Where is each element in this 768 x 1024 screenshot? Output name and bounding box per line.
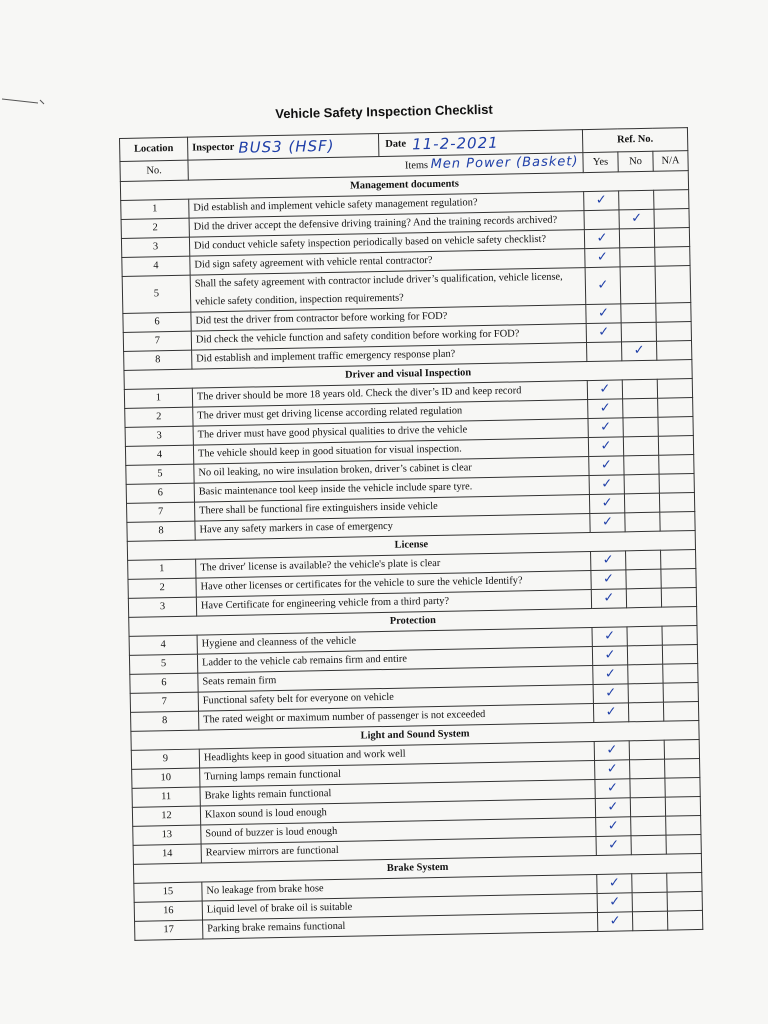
na-checkbox[interactable]	[658, 398, 693, 418]
yes-checkbox[interactable]: ✓	[588, 437, 623, 457]
section-title: License	[127, 531, 695, 561]
item-question: Seats remain firm	[198, 666, 593, 693]
yes-checkbox[interactable]: ✓	[591, 589, 626, 609]
na-checkbox[interactable]	[655, 266, 691, 304]
na-checkbox[interactable]	[654, 209, 689, 229]
yes-checkbox[interactable]	[587, 342, 622, 362]
checklist-sheet	[119, 127, 703, 941]
na-checkbox[interactable]	[665, 758, 700, 778]
yes-checkbox[interactable]: ✓	[591, 570, 626, 590]
inspector-value[interactable]: BUS3 (HSF)	[238, 136, 335, 157]
item-number: 8	[127, 521, 195, 541]
yes-checkbox[interactable]: ✓	[588, 418, 623, 438]
no-checkbox[interactable]	[632, 892, 667, 912]
item-number: 7	[130, 692, 198, 712]
no-checkbox[interactable]	[625, 512, 660, 532]
item-number: 11	[132, 787, 200, 807]
no-checkbox[interactable]	[628, 702, 663, 722]
na-checkbox[interactable]	[662, 644, 697, 664]
item-question: Did establish and implement traffic emergency response plan?	[192, 343, 587, 370]
yes-checkbox[interactable]: ✓	[584, 191, 619, 211]
item-number: 14	[133, 844, 201, 864]
na-checkbox[interactable]	[656, 303, 691, 323]
item-number: 3	[121, 237, 189, 257]
no-checkbox[interactable]	[624, 493, 659, 513]
item-question: Sound of buzzer is loud enough	[201, 817, 596, 844]
na-checkbox[interactable]	[658, 417, 693, 437]
location-label: Location	[120, 137, 188, 161]
item-question: Have any safety markers in case of emergency	[195, 514, 590, 541]
na-checkbox[interactable]	[662, 625, 697, 645]
item-number: 2	[125, 407, 193, 427]
item-question: Did conduct vehicle safety inspection periodically based on vehicle safety checklist?	[189, 230, 584, 257]
no-checkbox[interactable]	[629, 740, 664, 760]
na-column-label: N/A	[653, 151, 688, 172]
item-question: Liquid level of brake oil is suitable	[202, 893, 597, 920]
yes-checkbox[interactable]: ✓	[597, 874, 632, 894]
yes-checkbox[interactable]: ✓	[596, 817, 631, 837]
item-question: The rated weight or maximum number of passenger is not exceeded	[199, 703, 594, 730]
yes-checkbox[interactable]: ✓	[586, 323, 621, 343]
items-label: Items	[404, 160, 429, 172]
item-number: 9	[131, 749, 199, 769]
item-question: No leakage from brake hose	[202, 874, 597, 901]
item-question: The driver' license is available? the vehicle's plate is clear	[196, 552, 591, 579]
item-number: 7	[123, 331, 191, 351]
yes-checkbox[interactable]: ✓	[590, 513, 625, 533]
no-checkbox[interactable]	[620, 247, 655, 267]
yes-checkbox[interactable]: ✓	[591, 551, 626, 571]
item-number: 1	[124, 388, 192, 408]
yes-checkbox[interactable]: ✓	[592, 627, 627, 647]
yes-checkbox[interactable]: ✓	[597, 893, 632, 913]
no-checkbox[interactable]: ✓	[619, 209, 654, 229]
item-question: Functional safety belt for everyone on vehicle	[198, 684, 593, 711]
yes-checkbox[interactable]	[584, 210, 619, 230]
no-checkbox[interactable]	[621, 303, 656, 323]
item-number: 5	[122, 275, 191, 313]
no-checkbox[interactable]	[620, 266, 656, 304]
na-checkbox[interactable]	[667, 910, 702, 930]
item-question: The vehicle should keep in good situation for visual inspection.	[193, 438, 588, 465]
yes-checkbox[interactable]: ✓	[595, 779, 630, 799]
yes-checkbox[interactable]: ✓	[593, 703, 628, 723]
item-question: The driver must get driving license according related regulation	[193, 400, 588, 427]
na-checkbox[interactable]	[654, 190, 689, 210]
checklist-table	[119, 127, 703, 941]
no-checkbox[interactable]	[627, 645, 662, 665]
section-title: Protection	[129, 606, 697, 636]
no-checkbox[interactable]	[623, 417, 658, 437]
na-checkbox[interactable]	[666, 834, 701, 854]
no-checkbox[interactable]	[623, 436, 658, 456]
yes-checkbox[interactable]: ✓	[588, 399, 623, 419]
no-checkbox[interactable]	[628, 664, 663, 684]
item-question: Have other licenses or certificates for the vehicle to sure the vehicle Identify?	[196, 571, 591, 598]
yes-column-label: Yes	[583, 152, 618, 173]
no-checkbox[interactable]	[624, 474, 659, 494]
item-number: 3	[125, 426, 193, 446]
item-number: 15	[134, 882, 202, 902]
inspector-label: Inspector	[192, 141, 235, 154]
item-question: Did check the vehicle function and safety condition before working for FOD?	[191, 324, 586, 351]
item-question: Parking brake remains functional	[203, 912, 598, 939]
na-checkbox[interactable]	[666, 815, 701, 835]
na-checkbox[interactable]	[659, 474, 694, 494]
item-number: 2	[128, 578, 196, 598]
item-number: 12	[132, 806, 200, 826]
section-title: Brake System	[133, 853, 701, 883]
date-value[interactable]: 11-2-2021	[411, 133, 499, 154]
item-question: Brake lights remain functional	[200, 779, 595, 806]
na-checkbox[interactable]	[656, 322, 691, 342]
no-checkbox[interactable]	[630, 759, 665, 779]
no-checkbox[interactable]	[632, 873, 667, 893]
item-question: Did the driver accept the defensive driving training? And the training records archived?	[189, 211, 584, 238]
yes-checkbox[interactable]: ✓	[584, 229, 619, 249]
no-checkbox[interactable]	[624, 455, 659, 475]
na-checkbox[interactable]	[664, 739, 699, 759]
item-number: 6	[126, 483, 194, 503]
item-number: 8	[131, 711, 199, 731]
item-question: The driver must have good physical qualities to drive the vehicle	[193, 419, 588, 446]
item-question: Hygiene and cleanness of the vehicle	[197, 628, 592, 655]
na-checkbox[interactable]	[659, 493, 694, 513]
item-number: 4	[122, 256, 190, 276]
item-number: 6	[130, 673, 198, 693]
na-checkbox[interactable]	[657, 379, 692, 399]
yes-checkbox[interactable]: ✓	[589, 475, 624, 495]
item-number: 6	[123, 312, 191, 332]
no-checkbox[interactable]	[623, 398, 658, 418]
item-number: 8	[124, 350, 192, 370]
na-checkbox[interactable]	[655, 247, 690, 267]
na-checkbox[interactable]	[665, 777, 700, 797]
item-number: 2	[121, 218, 189, 238]
item-question: Turning lamps remain functional	[200, 760, 595, 787]
section-title: Driver and visual Inspection	[124, 360, 692, 390]
no-checkbox[interactable]: ✓	[622, 341, 657, 361]
item-question: Rearview mirrors are functional	[201, 836, 596, 863]
yes-checkbox[interactable]: ✓	[585, 248, 620, 268]
na-checkbox[interactable]	[659, 455, 694, 475]
na-checkbox[interactable]	[663, 701, 698, 721]
item-question: There shall be functional fire extinguishers inside vehicle	[195, 495, 590, 522]
item-question: Basic maintenance tool keep inside the vehicle include spare tyre.	[194, 476, 589, 503]
no-checkbox[interactable]	[632, 911, 667, 931]
item-number: 1	[128, 559, 196, 579]
item-question: Ladder to the vehicle cab remains firm and entire	[197, 647, 592, 674]
no-checkbox[interactable]	[619, 190, 654, 210]
item-question: Klaxon sound is loud enough	[200, 798, 595, 825]
yes-checkbox[interactable]: ✓	[589, 494, 624, 514]
item-question: Headlights keep in good situation and work well	[199, 741, 594, 768]
item-number: 10	[132, 768, 200, 788]
yes-checkbox[interactable]: ✓	[595, 798, 630, 818]
item-number: 16	[134, 901, 202, 921]
item-number: 3	[128, 597, 196, 617]
items-value[interactable]: Men Power (Basket)	[430, 154, 579, 173]
yes-checkbox[interactable]: ✓	[587, 380, 622, 400]
yes-checkbox[interactable]: ✓	[593, 684, 628, 704]
item-number: 5	[129, 654, 197, 674]
na-checkbox[interactable]	[658, 436, 693, 456]
item-question: Did establish and implement vehicle safety management regulation?	[189, 192, 584, 219]
na-checkbox[interactable]	[665, 796, 700, 816]
yes-checkbox[interactable]: ✓	[593, 665, 628, 685]
section-title: Management documents	[120, 171, 688, 201]
no-checkbox[interactable]	[626, 569, 661, 589]
item-number: 17	[135, 920, 203, 940]
no-checkbox[interactable]	[630, 778, 665, 798]
yes-checkbox[interactable]: ✓	[589, 456, 624, 476]
no-column-label: No.	[120, 160, 188, 181]
item-number: 4	[129, 635, 197, 655]
na-checkbox[interactable]	[661, 569, 696, 589]
no-checkbox[interactable]	[631, 816, 666, 836]
na-checkbox[interactable]	[657, 341, 692, 361]
no-checkbox[interactable]	[628, 683, 663, 703]
no-checkbox[interactable]	[627, 626, 662, 646]
no-checkbox[interactable]	[619, 228, 654, 248]
na-checkbox[interactable]	[661, 588, 696, 608]
item-number: 7	[127, 502, 195, 522]
na-checkbox[interactable]	[654, 228, 689, 248]
item-question: Did sign safety agreement with vehicle rental contractor?	[190, 249, 585, 276]
item-question: The driver should be more 18 years old. Check the diver’s ID and keep record	[192, 381, 587, 408]
na-checkbox[interactable]	[667, 891, 702, 911]
section-title: Light and Sound System	[131, 720, 699, 750]
margin-pen-mark	[0, 96, 48, 106]
item-question: Did test the driver from contractor before working for FOD?	[191, 305, 586, 332]
item-question: Have Certificate for engineering vehicle from a third party?	[196, 590, 591, 617]
yes-checkbox[interactable]: ✓	[597, 912, 632, 932]
na-checkbox[interactable]	[661, 550, 696, 570]
item-number: 5	[126, 464, 194, 484]
item-question: No oil leaking, no wire insulation broken, driver’s cabinet is clear	[194, 457, 589, 484]
yes-checkbox[interactable]: ✓	[594, 741, 629, 761]
item-number: 13	[133, 825, 201, 845]
yes-checkbox[interactable]: ✓	[596, 836, 631, 856]
na-checkbox[interactable]	[663, 682, 698, 702]
no-checkbox[interactable]	[630, 797, 665, 817]
no-checkbox[interactable]	[622, 379, 657, 399]
no-answer-column-label: No	[618, 151, 653, 172]
yes-checkbox[interactable]: ✓	[586, 304, 621, 324]
no-checkbox[interactable]	[626, 550, 661, 570]
yes-checkbox[interactable]: ✓	[585, 267, 621, 305]
item-number: 1	[121, 199, 189, 219]
na-checkbox[interactable]	[667, 872, 702, 892]
no-checkbox[interactable]	[631, 835, 666, 855]
no-checkbox[interactable]	[621, 322, 656, 342]
na-checkbox[interactable]	[663, 663, 698, 683]
na-checkbox[interactable]	[660, 512, 695, 532]
yes-checkbox[interactable]: ✓	[595, 760, 630, 780]
ref-no-label: Ref. No.	[582, 128, 687, 153]
no-checkbox[interactable]	[626, 588, 661, 608]
date-label: Date	[378, 133, 412, 156]
yes-checkbox[interactable]: ✓	[592, 646, 627, 666]
item-number: 4	[125, 445, 193, 465]
document-title: Vehicle Safety Inspection Checklist	[275, 101, 493, 122]
item-question: Shall the safety agreement with contractor include driver’s qualification, vehicle license, vehicle safety condition, inspection requirements?	[190, 268, 586, 313]
